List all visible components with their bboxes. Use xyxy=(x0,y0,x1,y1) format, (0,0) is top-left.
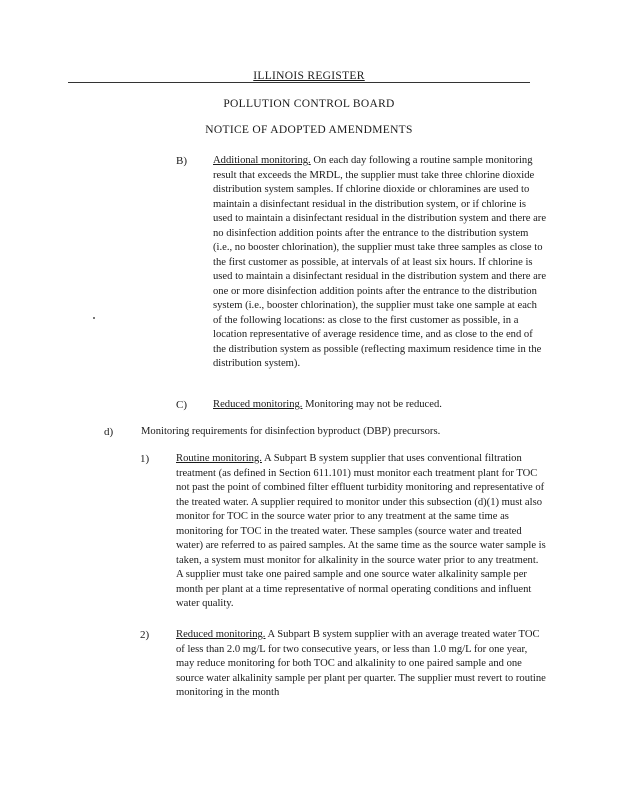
item-label-d: d) xyxy=(104,426,114,438)
item-label-2: 2) xyxy=(140,629,150,641)
text-reduced-monitoring-2: A Subpart B system supplier with an average treated water TOC of less than 2.0 mg/L for two consecutive years, or less than 1.0 mg/L for one year, may reduce monitoring for both TOC and alkalinity to one paired sample and one source water alkalinity sample per plant per quarter. The supplier must revert to routine monitoring in the month xyxy=(176,629,546,698)
paragraph-additional-monitoring xyxy=(213,154,548,372)
board-title: POLLUTION CONTROL BOARD xyxy=(223,98,395,110)
text-reduced-monitoring-c: Monitoring may not be reduced. xyxy=(302,399,442,410)
heading-reduced-monitoring-2: Reduced monitoring. xyxy=(176,629,266,640)
heading-reduced-monitoring-c: Reduced monitoring. xyxy=(213,399,303,410)
paragraph-dbp-precursors: Monitoring requirements for disinfection byproduct (DBP) precursors. xyxy=(141,426,441,437)
header-rule xyxy=(68,82,530,83)
paragraph-reduced-monitoring-c xyxy=(213,398,548,413)
text-routine-monitoring: A Subpart B system supplier that uses conventional filtration treatment (as defined in Section 611.101) must monitor each treatment plant for TOC not past the point of combined filter effluent turbidity monitoring and representative of the treated water. A supplier required to monitor under this subsection (d)(1) must also monitor for TOC in the source water prior to any treatment at the same time as monitoring for TOC in the treated water. These samples (source water and treated water) are referred to as paired samples. At the same time as the source water sample is taken, a system must monitor for alkalinity in the source water prior to any treatment. A supplier must take one paired sample and one source water alkalinity sample per month per plant at a time representative of normal operating conditions and influent water quality. xyxy=(176,453,546,609)
text-additional-monitoring: On each day following a routine sample monitoring result that exceeds the MRDL, the supplier must take three chlorine dioxide distribution system samples. If chlorine dioxide or chloramines are used to maintain a disinfectant residual in the distribution system, or if chlorine is used to maintain a disinfectant residual in the distribution system and there are no disinfection addition points after the entrance to the distribution system (i.e., no booster chlorination), the supplier must take three samples as close to the first customer as possible, at intervals of at least six hours. If chlorine is used to maintain a disinfectant residual in the distribution system and there are one or more disinfection addition points after the entrance to the distribution system (i.e., booster chlorination), the supplier must take one sample at each of the following locations: as close to the first customer as possible, in a location representative of average residence time, and as close to the end of the distribution system as possible (reflecting maximum residence time in the distribution system). xyxy=(213,155,547,369)
item-label-b: B) xyxy=(176,155,187,167)
item-label-c: C) xyxy=(176,399,187,411)
register-title: ILLINOIS REGISTER xyxy=(253,70,365,82)
item-label-1: 1) xyxy=(140,453,150,465)
heading-routine-monitoring: Routine monitoring. xyxy=(176,453,262,464)
paragraph-routine-monitoring xyxy=(176,452,546,612)
heading-additional-monitoring: Additional monitoring. xyxy=(213,155,311,166)
notice-title: NOTICE OF ADOPTED AMENDMENTS xyxy=(205,124,413,136)
margin-mark xyxy=(93,317,95,319)
paragraph-reduced-monitoring-2 xyxy=(176,628,546,701)
